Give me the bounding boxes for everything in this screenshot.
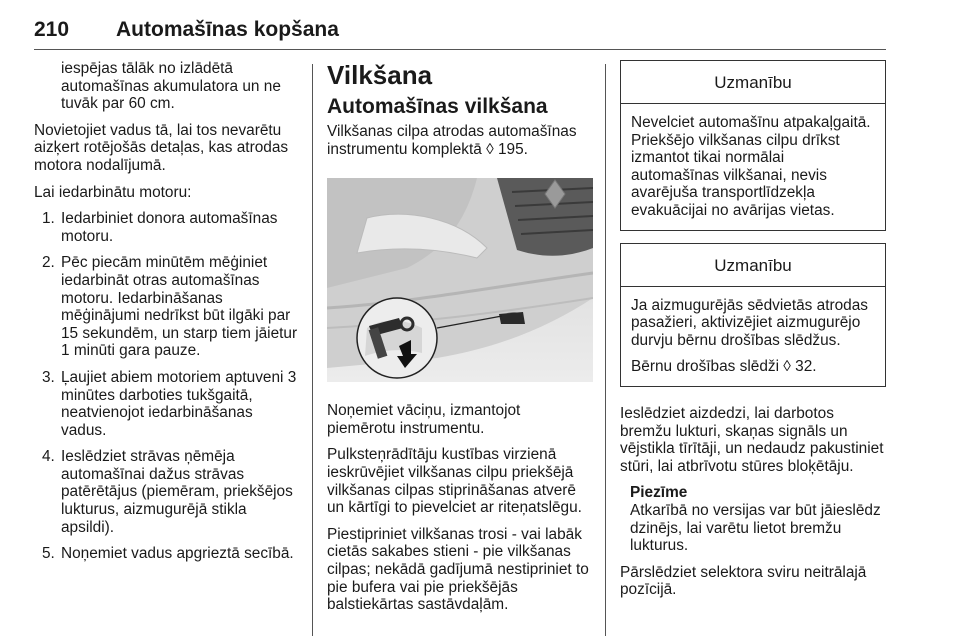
warning-title: Uzmanību <box>621 61 885 104</box>
list-item <box>34 448 302 536</box>
step-number: 4. <box>42 448 55 466</box>
step-text: Ieslēdziet strāvas ņēmēja automašīnai dažus strāvas patērētājus (piemēram, priekšējos lukturus, aizmugurējā stikla apsildi). <box>61 448 293 536</box>
step-number: 2. <box>42 254 55 272</box>
para-remove-cap: Noņemiet vāciņu, izmantojot piemērotu instrumentu. <box>327 402 521 437</box>
para-position-cables: Novietojiet vadus tā, lai tos nevarētu aizķert rotējošās detaļas, kas atrodas motora nodalījumā. <box>34 121 289 174</box>
para-screw-in: Pulksteņrādītāju kustības virzienā ieskrūvējiet vilkšanas cilpu priekšējā vilkšanas cilpas stiprināšanas atverē un kārtīgi to pievelciet ar riteņatslēgu. <box>327 446 582 517</box>
warning-text: Ja aizmugurējās sēdvietās atrodas pasažieri, aktivizējiet aizmugurējo durvju bērnu drošības slēdžus. <box>631 296 868 349</box>
warning-body <box>621 104 885 230</box>
start-steps-list <box>34 210 302 563</box>
page-header <box>34 18 886 52</box>
list-item <box>34 369 302 439</box>
header-rule <box>34 49 886 50</box>
list-item <box>34 210 302 245</box>
warning-title: Uzmanību <box>621 244 885 287</box>
list-item <box>34 545 302 563</box>
step-number: 5. <box>42 545 55 563</box>
para-eye-location: Vilkšanas cilpa atrodas automašīnas instrumentu komplektā ◊ 195. <box>327 123 577 158</box>
step-text: Noņemiet vadus apgrieztā secībā. <box>61 545 294 563</box>
column-divider-2 <box>605 64 606 636</box>
para-attach-rope: Piestipriniet vilkšanas trosi - vai labāk cietās sakabes stieni - pie vilkšanas cilpas; nekādā gadījumā nestipriniet to pie bufera vai pie priekšējās balstiekārtas sastāvdaļām. <box>327 525 589 614</box>
para-selector: Pārslēdziet selektora sviru neitrālajā pozīcijā. <box>620 563 867 599</box>
warning-text-reference: Bērnu drošības slēdži ◊ 32. <box>631 358 817 376</box>
tow-eye-installation-illustration <box>327 178 593 382</box>
page-number: 210 <box>34 18 70 41</box>
step-text: Ļaujiet abiem motoriem aptuveni 3 minūtes darboties tukšgaitā, neatvienojot iedarbināšanas vadus. <box>61 368 297 439</box>
note-label: Piezīme <box>630 484 688 502</box>
subsection-title: Automašīnas vilkšana <box>327 95 548 118</box>
step-number: 3. <box>42 368 55 386</box>
column-divider-1 <box>312 64 313 636</box>
chapter-title: Automašīnas kopšana <box>116 18 339 41</box>
tow-eye-figure <box>327 178 593 382</box>
warning-box-reverse <box>620 60 886 231</box>
para-ignition: Ieslēdziet aizdedzi, lai darbotos bremžu lukturi, skaņas signāls un vējstikla tīrītāji, un nedaudz pakustiniet stūri, lai atbrīvotu stūres bloķētāju. <box>620 404 884 475</box>
warning-body <box>621 287 885 386</box>
step-number: 1. <box>42 210 55 228</box>
column-1 <box>34 60 302 572</box>
note-text: Atkarībā no versijas var būt jāieslēdz dzinējs, lai varētu lietot bremžu lukturus. <box>630 501 881 555</box>
continued-text: iespējas tālāk no izlādētā automašīnas akumulatora un ne tuvāk par 60 cm. <box>61 60 281 113</box>
section-title: Vilkšana <box>327 60 433 90</box>
step-text: Iedarbiniet donora automašīnas motoru. <box>61 210 278 245</box>
warning-text: Nevelciet automašīnu atpakaļgaitā. Priekšējo vilkšanas cilpu drīkst izmantot tikai normālai automašīnas vilkšanai, nevis avarējuša transportlīdzekļa evakuācijai no avārijas vietas. <box>631 114 871 219</box>
column-3 <box>620 60 886 608</box>
list-item <box>34 254 302 360</box>
step-text: Pēc piecām minūtēm mēģiniet iedarbināt otras automašīnas motoru. Iedarbināšanas mēģinājumi nedrīkst būt ilgāki par 15 sekundēm, un starp tiem jāietur 1 minūti gara pauze. <box>61 254 298 360</box>
column-2 <box>327 60 593 623</box>
warning-box-child-lock <box>620 243 886 387</box>
para-start-engine: Lai iedarbinātu motoru: <box>34 183 192 201</box>
